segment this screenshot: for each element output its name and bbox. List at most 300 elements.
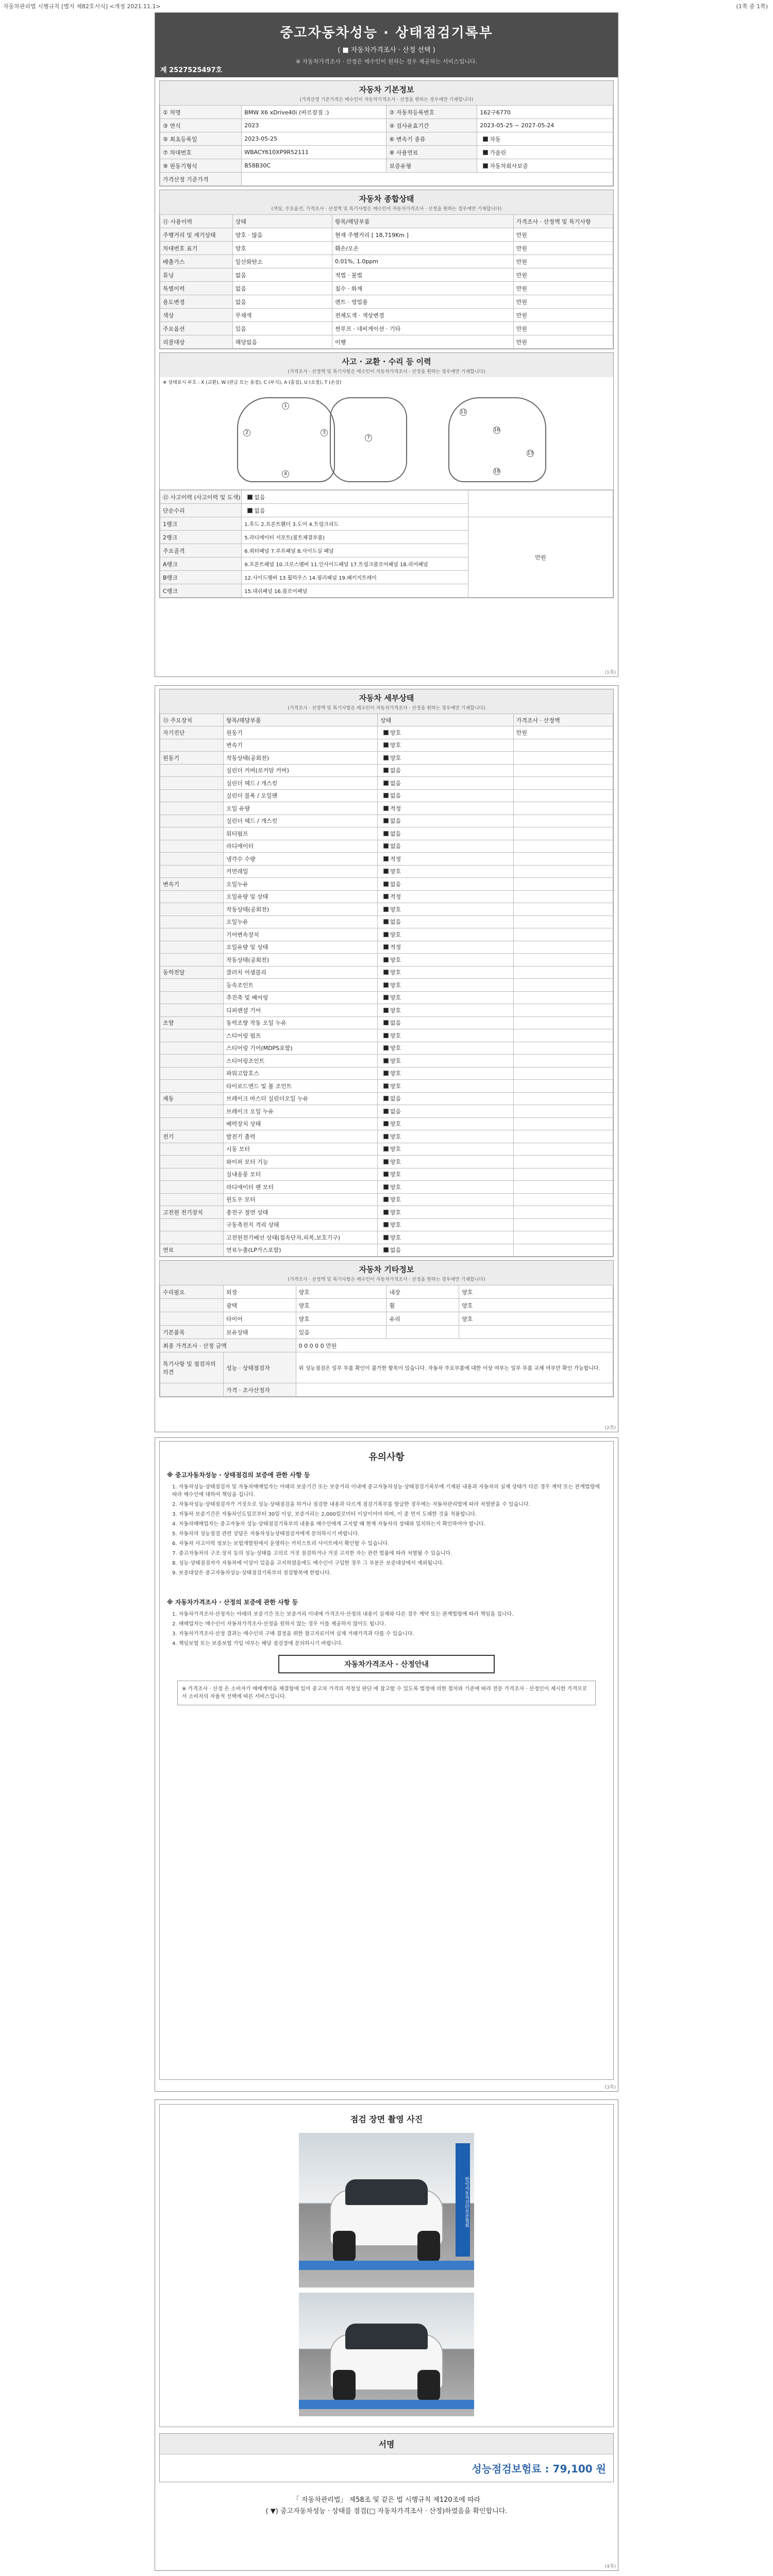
price-cell (513, 979, 613, 992)
checkbox-icon (383, 869, 389, 874)
photo-section (159, 2104, 614, 2427)
table-row (160, 242, 613, 255)
status-cell (377, 752, 513, 765)
item-cell: 시동 모터 (224, 1143, 378, 1156)
label-cell: 주요골격 (160, 544, 242, 557)
label-cell: ④ 검사유효기간 (386, 119, 477, 132)
value-cell (477, 159, 613, 173)
label-cell: 보증유형 (386, 159, 477, 173)
wheel-shape (417, 2231, 440, 2262)
price-cell (513, 1143, 613, 1156)
label-cell: ③ 연식 (160, 119, 242, 132)
table-row (160, 309, 613, 322)
status-text: 없음 (390, 792, 401, 800)
status-text: 양호 (390, 1045, 401, 1052)
notice-list-2 (167, 1611, 606, 1648)
value-cell: 2023-05-25 ~ 2027-05-24 (477, 119, 613, 132)
table-row (160, 322, 613, 335)
price-cell (513, 1055, 613, 1067)
label-cell: 색상 (160, 309, 233, 322)
item-cell: 커먼레일 (224, 865, 378, 878)
document-subnote: ※ 자동차가격조사 · 산정은 매수인이 원하는 경우 제공하는 서비스입니다. (295, 58, 478, 65)
status-cell (377, 1029, 513, 1042)
value-cell: 해당없음 (232, 335, 332, 349)
windshield-shape (345, 2324, 428, 2349)
value-cell (242, 504, 468, 517)
item-cell: 추진축 및 베어링 (224, 991, 378, 1004)
part-marker: 18 (494, 469, 500, 474)
table-row (160, 106, 613, 119)
value-cell: 무채색 (232, 309, 332, 322)
value-cell: 6.쿼터패널 7.루프패널 8.사이드실 패널 (242, 544, 468, 557)
inspector-label: 성능 · 상태점검자 (224, 1352, 296, 1383)
value-cell: 만원 (513, 309, 613, 322)
price-cell (513, 840, 613, 853)
price-cell (513, 928, 613, 941)
table-row (160, 1168, 613, 1181)
part-marker: 7 (365, 434, 372, 442)
status-cell (377, 726, 513, 739)
checkbox-icon (383, 882, 389, 887)
label-cell: 기본품목 (160, 1326, 224, 1339)
status-cell (377, 840, 513, 853)
value-cell: 양호 · 많음 (232, 228, 332, 242)
status-text: 양호 (390, 754, 401, 761)
pricer-value (296, 1383, 613, 1397)
value-cell: 없음 (232, 282, 332, 295)
price-cell (513, 1206, 613, 1219)
value-cell: 12.사이드멤버 13.휠하우스 14.필러패널 19.패키지트레이 (242, 571, 468, 584)
price-cell (513, 1117, 613, 1130)
group-cell (160, 815, 224, 827)
label-cell: 리콜대상 (160, 335, 233, 349)
value-cell: 162구6770 (477, 106, 613, 119)
notice-title: 유의사항 (368, 1452, 405, 1463)
table-row (160, 119, 613, 132)
item-cell: 작동상태(공회전) (224, 752, 378, 765)
group-cell: 자기진단 (160, 726, 224, 739)
group-cell (160, 789, 224, 802)
status-text: 양호 (390, 742, 401, 749)
status-cell (377, 1004, 513, 1017)
summary-body (160, 228, 613, 349)
value-cell: 보유상태 (224, 1326, 296, 1339)
item-cell: 고전원전기배선 상태(접속단자,피복,보호기구) (224, 1231, 378, 1244)
car-frame-icon (448, 397, 546, 482)
status-cell (377, 966, 513, 979)
windshield-shape (345, 2179, 428, 2205)
checkbox-icon (383, 755, 389, 760)
status-cell (377, 739, 513, 752)
status-cell (377, 1168, 513, 1181)
group-cell (160, 1067, 224, 1080)
table-row (160, 815, 613, 827)
value-cell: 타이어 (224, 1312, 296, 1326)
accident-table (160, 490, 613, 598)
status-text: 양호 (390, 931, 401, 938)
item-cell: 브레이크 오일 누유 (224, 1105, 378, 1118)
car-outline-top-icon (237, 397, 335, 482)
value-cell: B58B30C (242, 159, 386, 173)
checkbox-icon (383, 1172, 389, 1177)
price-cell (513, 1130, 613, 1143)
table-row (160, 1067, 613, 1080)
item-cell: 작동상태(공회전) (224, 903, 378, 916)
status-text: 적정 (390, 855, 401, 862)
page-3 (155, 1437, 618, 2092)
label-cell: 수리필요 (160, 1285, 224, 1299)
price-cell (468, 490, 613, 517)
item-cell: 실린더 커버(로커암 커버) (224, 764, 378, 777)
part-marker: 1 (282, 402, 289, 410)
status-text: 없음 (390, 1020, 401, 1027)
notice-item: 8. 성능·상태점검자가 자동차에 이상이 있음을 고지하였음에도 매수인이 구입한 경우 그 부분은 보증대상에서 제외됩니다. (172, 1561, 444, 1566)
group-cell (160, 1193, 224, 1206)
checkbox-icon (383, 818, 389, 823)
basic-info-section (159, 80, 614, 187)
price-cell (513, 1231, 613, 1244)
value-cell: 훼손/오손 (332, 242, 514, 255)
status-text: 없음 (390, 1095, 401, 1103)
item-cell: 스티어링조인트 (224, 1055, 378, 1067)
price-cell (513, 1218, 613, 1231)
status-text: 양호 (390, 1196, 401, 1204)
item-cell: 연료누출(LP가스포함) (224, 1244, 378, 1257)
value-cell (386, 1326, 459, 1339)
group-cell (160, 1105, 224, 1118)
part-marker: 11 (460, 410, 466, 415)
table-row (160, 979, 613, 992)
group-cell: 연료 (160, 1244, 224, 1257)
part-marker: 16 (494, 428, 500, 433)
value-cell: 양호 (296, 1312, 386, 1326)
label-cell: ② 자동차등록번호 (386, 106, 477, 119)
detail-body (160, 726, 613, 1257)
status-cell (377, 1055, 513, 1067)
status-cell (377, 1105, 513, 1118)
item-cell: 오일누유 (224, 916, 378, 928)
item-cell: 기어변속장치 (224, 928, 378, 941)
value-cell: 양호 (459, 1285, 613, 1299)
status-cell (377, 827, 513, 840)
price-cell (513, 954, 613, 967)
value-text: 가솔린 (490, 149, 507, 156)
final-price-label: 최종 가격조사 · 산정 금액 (160, 1339, 296, 1352)
value-cell: 만원 (513, 322, 613, 335)
notice-item: 3. 자동차 보증기간은 자동차인도일로부터 30일 이상, 보증거리는 2,000킬로미터 이상이어야 하며, 이 중 먼저 도래한 것을 적용합니다. (172, 1512, 477, 1517)
status-text: 없음 (390, 830, 401, 837)
form-header-left: 자동차관리법 시행규칙 [별지 제82호서식] <개정 2021.11.1> (3, 3, 161, 10)
item-cell: 윈도우 모터 (224, 1193, 378, 1206)
group-cell (160, 1029, 224, 1042)
group-cell (160, 1055, 224, 1067)
item-cell: 파워고압호스 (224, 1067, 378, 1080)
status-cell (377, 1218, 513, 1231)
notice-item: 7. 중고자동차의 구조·장치 등의 성능·상태를 고의로 거짓 점검하거나 거짓 고지한 자는 관련 법률에 따라 처벌될 수 있습니다. (172, 1551, 452, 1556)
form-header-right: (1쪽 중 1쪽) (736, 3, 768, 10)
group-cell (160, 1117, 224, 1130)
table-row (160, 865, 613, 878)
table-row (160, 1181, 613, 1194)
group-cell (160, 954, 224, 967)
label-cell: 주요옵션 (160, 322, 233, 335)
table-header (160, 714, 613, 726)
status-cell (377, 1143, 513, 1156)
item-cell: 동력조향 작동 오일 누유 (224, 1016, 378, 1029)
status-text: 양호 (390, 969, 401, 976)
group-cell (160, 865, 224, 878)
status-text: 양호 (390, 1032, 401, 1039)
group-cell (160, 827, 224, 840)
group-cell (160, 853, 224, 866)
table-row (160, 954, 613, 967)
value-cell: 침수 · 화재 (332, 282, 514, 295)
value-cell: 만원 (513, 242, 613, 255)
status-cell (377, 1042, 513, 1055)
notice-section (159, 1441, 614, 2080)
checkbox-icon (383, 995, 389, 1000)
price-cell (513, 827, 613, 840)
status-cell (377, 1067, 513, 1080)
group-cell (160, 802, 224, 815)
group-cell (160, 1231, 224, 1244)
price-cell (513, 1042, 613, 1055)
group-cell: 제동 (160, 1092, 224, 1105)
item-cell: 워터펌프 (224, 827, 378, 840)
label-cell: C랭크 (160, 584, 242, 598)
header-cell: 상태 (377, 714, 513, 726)
status-text: 양호 (390, 1070, 401, 1077)
checkbox-icon (383, 1146, 389, 1151)
status-text: 적정 (390, 944, 401, 951)
label-cell: ⑤ 최초등록일 (160, 132, 242, 146)
table-row (160, 916, 613, 928)
status-cell (377, 941, 513, 954)
status-text: 적정 (390, 805, 401, 812)
footer-statement (155, 2488, 618, 2523)
price-cell (513, 752, 613, 765)
table-row (160, 903, 613, 916)
table-row (160, 1383, 613, 1397)
table-row (160, 255, 613, 268)
checkbox-icon (383, 1033, 389, 1038)
value-cell: 휠 (386, 1299, 459, 1312)
checkbox-icon (383, 894, 389, 899)
table-row (160, 268, 613, 282)
price-cell (513, 1004, 613, 1017)
value-cell (477, 146, 613, 159)
table-row (160, 146, 613, 159)
table-row (160, 282, 613, 295)
status-cell (377, 1092, 513, 1105)
value-cell: 0.01%, 1.0ppm (332, 255, 514, 268)
price-cell (513, 890, 613, 903)
label-cell: 주행거리 및 계기상태 (160, 228, 233, 242)
value-cell: 일산화탄소 (232, 255, 332, 268)
signature-section (159, 2433, 614, 2482)
table-row (160, 1206, 613, 1219)
status-text: 양호 (390, 1234, 401, 1241)
label-cell: 배출가스 (160, 255, 233, 268)
car-diagram (160, 387, 613, 490)
group-cell (160, 1042, 224, 1055)
table-row (160, 789, 613, 802)
page-mark: (1쪽) (604, 670, 616, 675)
value-cell: 현재 주행거리 [ 18,719Km ] (332, 228, 514, 242)
etc-body (160, 1285, 613, 1339)
table-row (160, 764, 613, 777)
value-cell: 썬루프 · 네비게이션 · 기타 (332, 322, 514, 335)
label-cell: ⑨ 원동기형식 (160, 159, 242, 173)
label-cell: 2랭크 (160, 531, 242, 544)
item-cell: 라디에이터 (224, 840, 378, 853)
group-cell: 원동기 (160, 752, 224, 765)
checkbox-icon (383, 1109, 389, 1114)
price-cell (513, 777, 613, 790)
status-cell (377, 991, 513, 1004)
label-cell: 차대번호 표기 (160, 242, 233, 255)
grade-body (160, 517, 613, 598)
table-row (160, 173, 613, 186)
label-cell: ⑧ 사용연료 (386, 146, 477, 159)
status-text: 양호 (390, 906, 401, 913)
table-row (160, 1299, 613, 1312)
checkbox-icon (383, 1045, 389, 1050)
value-cell: 만원 (513, 295, 613, 309)
part-marker: 4 (282, 470, 289, 478)
value-cell: 9.프론트패널 10.크로스멤버 11.인사이드패널 17.트렁크플로어패널 18.리어패널 (242, 557, 468, 571)
accident-section (159, 352, 614, 598)
value-cell: 만원 (513, 282, 613, 295)
value-cell (459, 1326, 613, 1339)
table-row (160, 1004, 613, 1017)
group-cell (160, 1168, 224, 1181)
value-text: 자동 (490, 135, 501, 143)
group-cell (160, 764, 224, 777)
status-text: 양호 (390, 956, 401, 963)
checkbox-icon (383, 742, 389, 748)
title-banner (155, 13, 618, 77)
status-text: 양호 (390, 1057, 401, 1064)
price-cell (513, 991, 613, 1004)
checkbox-icon (383, 793, 389, 798)
status-text: 없음 (390, 919, 401, 926)
table-row (160, 941, 613, 954)
status-cell (377, 1016, 513, 1029)
item-cell: 발전기 출력 (224, 1130, 378, 1143)
table-row (160, 890, 613, 903)
value-cell: 1.후드 2.프론트휀더 3.도어 4.트렁크리드 (242, 517, 468, 531)
label-cell: ⑥ 변속기 종류 (386, 132, 477, 146)
table-row (160, 295, 613, 309)
header-cell: 상태 (232, 215, 332, 228)
table-row (160, 1218, 613, 1231)
item-cell: 배력장치 상태 (224, 1117, 378, 1130)
item-cell: 실린더 헤드 / 개스킷 (224, 815, 378, 827)
label-cell: 단순수리 (160, 504, 242, 517)
car-outline-side-icon (330, 397, 407, 482)
group-cell: 변속기 (160, 878, 224, 891)
checkbox-icon (383, 843, 389, 849)
notice-item: 1. 자동차성능·상태점검자 및 자동차매매업자는 아래의 보증기간 또는 보증거리 이내에 중고자동차성능·상태점검기록부에 기재된 내용과 자동차의 실제 상태가 다른 경우 계약 또는 관계법령에 따라 매수인에 대하여 책임을 집니다. (172, 1484, 600, 1498)
summary-note: (색상, 주요옵션, 가격조사 · 산정액 및 특기사항은 매수인이 자동차가격조사 · 산정을 원하는 경우에만 기재합니다) (160, 205, 613, 214)
checkbox-icon (383, 982, 389, 988)
page-2 (155, 685, 618, 1432)
status-text: 없음 (390, 1108, 401, 1115)
table-row (160, 1029, 613, 1042)
item-cell: 등속조인트 (224, 979, 378, 992)
association-banner: 한국자동차진단보증협회 (456, 2143, 470, 2257)
status-cell (377, 1117, 513, 1130)
checkbox-icon (383, 1159, 389, 1164)
status-text: 없음 (390, 818, 401, 825)
notice-item: 1. 자동차가격조사·산정자는 아래의 보증기간 또는 보증거리 이내에 가격조사·산정의 내용이 실제와 다른 경우 계약 또는 관계법령에 따라 책임을 집니다. (172, 1612, 514, 1617)
lift-shape (299, 2400, 474, 2409)
group-cell (160, 903, 224, 916)
page-mark: (3쪽) (604, 2085, 616, 2090)
price-cell (513, 815, 613, 827)
item-cell: 작동상태(공회전) (224, 954, 378, 967)
value-text: 자동차회사보증 (490, 162, 528, 170)
wheel-shape (417, 2370, 440, 2401)
price-cell (513, 1080, 613, 1093)
checkbox-icon (483, 137, 488, 142)
item-cell: 스티어링 기어(MDPS포함) (224, 1042, 378, 1055)
table-row (160, 159, 613, 173)
table-row (160, 1130, 613, 1143)
table-row (160, 966, 613, 979)
checkbox-icon (383, 781, 389, 786)
status-text: 양호 (390, 868, 401, 875)
item-cell: 실린더 블록 / 오일팬 (224, 789, 378, 802)
price-cell (513, 802, 613, 815)
table-row (160, 827, 613, 840)
basic-info-note: (가격산정 기준가격은 매수인이 자동차가격조사 · 산정을 원하는 경우에만 기재합니다) (160, 96, 613, 105)
table-row (160, 1092, 613, 1105)
table-row (160, 1193, 613, 1206)
value-cell: 광택 (224, 1299, 296, 1312)
item-cell: 원동기 (224, 726, 378, 739)
label-cell: 튜닝 (160, 268, 233, 282)
value-cell: 만원 (513, 268, 613, 282)
status-cell (377, 815, 513, 827)
item-cell: 오일유량 및 상태 (224, 941, 378, 954)
value-cell: 2023 (242, 119, 386, 132)
table-row (160, 1105, 613, 1118)
checkbox-icon (383, 957, 389, 962)
item-cell: 스티어링 펌프 (224, 1029, 378, 1042)
value-cell: 양호 (296, 1285, 386, 1299)
item-cell: 충전구 절연 상태 (224, 1206, 378, 1219)
status-cell (377, 1231, 513, 1244)
etc-table (160, 1285, 613, 1397)
group-cell: 전기 (160, 1130, 224, 1143)
value-cell: 있음 (296, 1326, 386, 1339)
group-cell (160, 941, 224, 954)
footer-line-2: ( ▼) 중고자동차성능 · 상태를 점검(□ 자동차가격조사 · 산정)하였음을 확인합니다. (265, 2507, 508, 2515)
checkbox-icon (383, 1184, 389, 1190)
group-cell (160, 777, 224, 790)
form-header (0, 0, 773, 10)
status-cell (377, 928, 513, 941)
item-cell: 타이로드엔드 및 볼 조인트 (224, 1080, 378, 1093)
status-text: 양호 (390, 1222, 401, 1229)
notice-list-1 (167, 1483, 606, 1577)
status-cell (377, 802, 513, 815)
value-text: 없음 (254, 507, 265, 514)
header-cell: 가격조사 · 산정액 (513, 714, 613, 726)
checkbox-icon (383, 1083, 389, 1089)
